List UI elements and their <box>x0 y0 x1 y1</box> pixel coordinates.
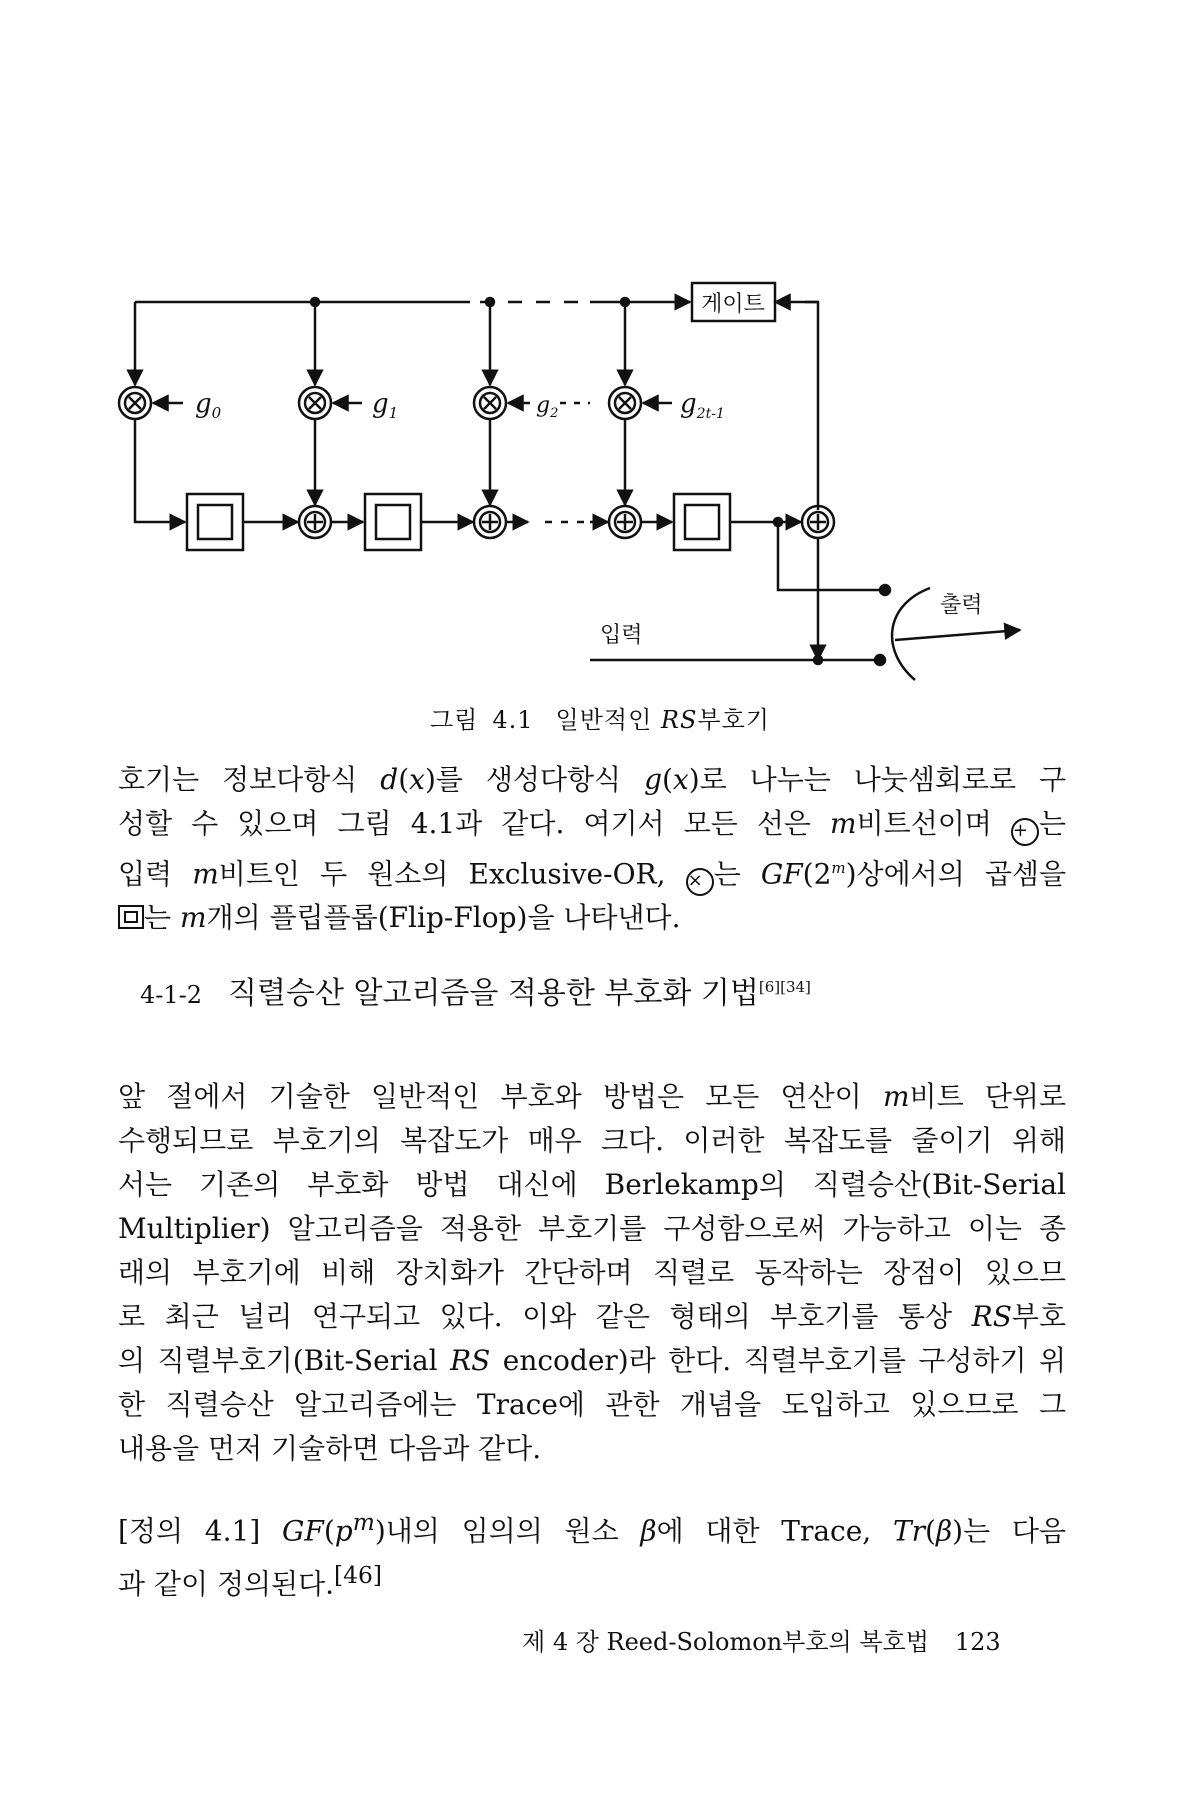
text-line: 로 최근 널리 연구되고 있다. 이와 같은 형태의 부호기를 통상 RS부호 <box>118 1300 1066 1333</box>
multiplier-g2-icon <box>474 387 506 419</box>
switch-contact-lower <box>875 655 885 665</box>
section-refs: [6][34] <box>758 978 811 996</box>
text-line: 서는 기존의 부호화 방법 대신에 Berlekamp의 직렬승산(Bit-Serial <box>118 1168 1066 1201</box>
text-line: 성할 수 있으며 그림 4.1과 같다. 여기서 모든 선은 m비트선이며 + 는 <box>118 802 1066 846</box>
multiplier-g0-icon <box>119 387 151 419</box>
gate-feedback-return <box>805 302 818 510</box>
text-line: 입력 m비트인 두 원소의 Exclusive-OR, × 는 GF(2$^m$)상에서의 곱셈을 <box>118 846 1066 896</box>
caption-number: 4.1 <box>492 706 534 734</box>
xor-symbol-icon: + <box>1011 818 1039 846</box>
paragraph-encoder-intro <box>118 758 1066 940</box>
caption-text: 일반적인 <box>555 706 653 734</box>
switch-arc <box>892 588 930 680</box>
adder-1-icon <box>299 506 331 538</box>
section-title: 직렬승산 알고리즘을 적용한 부호화 기법 <box>228 976 759 1011</box>
switch-contact-upper <box>880 585 890 595</box>
coef-g2t1-label: $g_{2t-1}$ <box>680 389 725 422</box>
text-line: 래의 부호기에 비해 장치화가 간단하며 직렬로 동작하는 장점이 있으므 <box>118 1256 1066 1289</box>
caption-prefix: 그림 <box>429 706 479 734</box>
text-line: Multiplier) 알고리즘을 적용한 부호기를 구성함으로써 가능하고 이는 종 <box>118 1212 1066 1245</box>
output-xor-icon <box>802 506 834 538</box>
adder-2-icon <box>474 506 506 538</box>
mult0-to-reg1 <box>135 419 185 522</box>
page-number: 123 <box>954 1628 1001 1656</box>
register-1 <box>187 494 243 550</box>
output-label: 출력 <box>940 593 983 618</box>
text-line: 과 같이 정의된다.[46] <box>118 1561 382 1601</box>
gate-label: 게이트 <box>701 292 765 317</box>
register-3 <box>674 494 730 550</box>
rs-encoder-diagram <box>0 0 1200 720</box>
page-footer <box>522 1622 1001 1657</box>
caption-italic: RS <box>660 706 698 734</box>
register-2 <box>365 494 421 550</box>
definition-4-1 <box>118 1500 1066 1607</box>
adder-3-icon <box>609 506 641 538</box>
input-node <box>814 656 822 664</box>
caption-text-2: 부호기 <box>697 706 770 734</box>
coef-g2-label: $g_2$ <box>536 393 559 421</box>
input-label: 입력 <box>600 623 643 648</box>
text-line: 호기는 정보다항식 d(x)를 생성다항식 g(x)로 나누는 나눗셈회로로 구 <box>118 763 1067 796</box>
text-line: 앞 절에서 기술한 일반적인 부호와 방법은 모든 연산이 m비트 단위로 <box>118 1080 1066 1113</box>
coef-g0-label: $g_0$ <box>195 389 222 422</box>
flip-flop-symbol-icon <box>118 905 144 929</box>
text-line: [정의 4.1] $GF(p^m)$내의 임의의 원소 β에 대한 Trace, Tr(β)는 다음 <box>118 1508 1066 1548</box>
section-heading <box>140 968 811 1012</box>
text-line: 한 직렬승산 알고리즘에는 Trace에 관한 개념을 도입하고 있으므로 그 <box>118 1388 1066 1421</box>
section-number: 4-1-2 <box>140 981 203 1009</box>
chapter-title: 제 4 장 Reed-Solomon부호의 복호법 <box>522 1628 929 1656</box>
text-line: 내용을 먼저 기술하면 다음과 같다. <box>118 1432 542 1465</box>
multiplier-g2t1-icon <box>609 387 641 419</box>
multiply-symbol-icon: × <box>686 868 714 896</box>
output-arrow <box>895 630 1020 640</box>
figure-caption <box>0 700 1200 735</box>
coef-g1-label: $g_1$ <box>372 389 399 422</box>
text-line: 수행되므로 부호기의 복잡도가 매우 크다. 이러한 복잡도를 줄이기 위해 <box>118 1124 1066 1157</box>
text-line: 의 직렬부호기(Bit-Serial RS encoder)라 한다. 직렬부호기를 구성하기 위 <box>118 1344 1066 1377</box>
paragraph-serial-encoder <box>118 1075 1066 1471</box>
multiplier-g1-icon <box>299 387 331 419</box>
text-line: 는 m개의 플립플롭(Flip-Flop)을 나타낸다. <box>118 896 1066 940</box>
